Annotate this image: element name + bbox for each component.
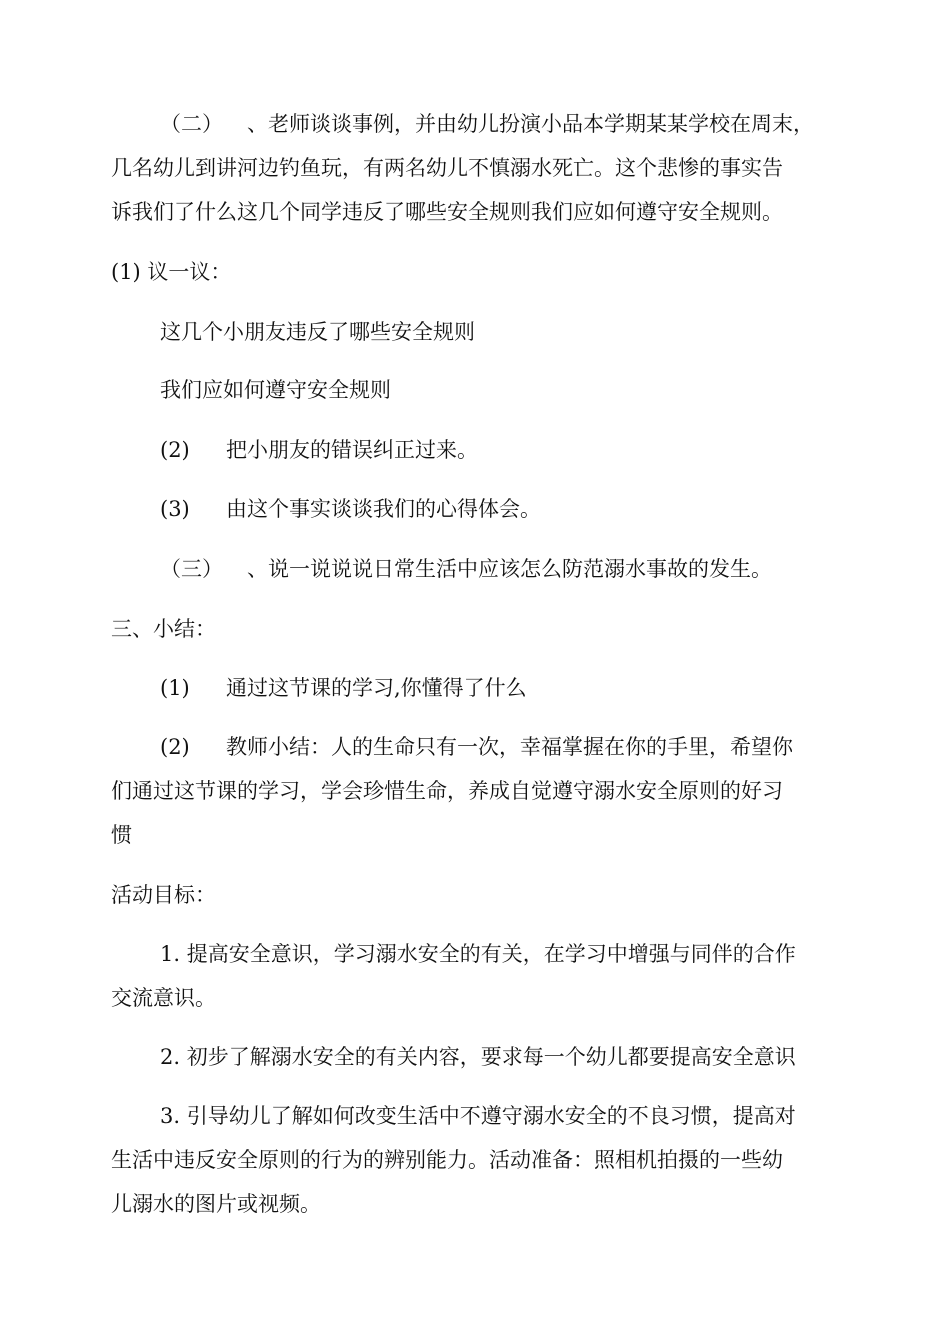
- goal-1-line-2: 交流意识。: [111, 986, 216, 1010]
- section-three-label: （三）: [160, 557, 223, 581]
- goal-3-line-3: 儿溺水的图片或视频。: [111, 1192, 321, 1216]
- goal-3-line-1: 3. 引导幼儿了解如何改变生活中不遵守溺水安全的不良习惯，提高对: [160, 1104, 796, 1128]
- discuss-item-2-text: 把小朋友的错误纠正过来。: [226, 438, 478, 462]
- goal-3-line-2: 生活中违反安全原则的行为的辨别能力。活动准备：照相机拍摄的一些幼: [111, 1148, 783, 1172]
- discuss-question-2: 我们应如何遵守安全规则: [160, 378, 391, 402]
- section-three-text: 、说一说说说日常生活中应该怎么防范溺水事故的发生。: [247, 557, 772, 581]
- section-two-label: （二）: [160, 112, 223, 136]
- section-two-line-1: [160, 112, 900, 136]
- goals-heading: 活动目标：: [111, 883, 216, 907]
- goal-2-line-1: 2. 初步了解溺水安全的有关内容，要求每一个幼儿都要提高安全意识: [160, 1045, 796, 1069]
- summary-item-2-number: (2): [160, 735, 190, 759]
- section-two-line-3: 诉我们了什么这几个同学违反了哪些安全规则我们应如何遵守安全规则。: [111, 200, 783, 224]
- section-three-line: [160, 557, 900, 581]
- summary-item-2-text-1: 教师小结：人的生命只有一次，幸福掌握在你的手里，希望你: [226, 735, 793, 759]
- summary-item-1-text: 通过这节课的学习,你懂得了什么: [226, 676, 527, 700]
- section-two-line-2: 几名幼儿到讲河边钓鱼玩，有两名幼儿不慎溺水死亡。这个悲惨的事实告: [111, 156, 783, 180]
- goal-1-line-1: 1. 提高安全意识，学习溺水安全的有关，在学习中增强与同伴的合作: [160, 942, 796, 966]
- summary-heading: 三、小结：: [111, 617, 216, 641]
- summary-item-2-text-2: 们通过这节课的学习，学会珍惜生命，养成自觉遵守溺水安全原则的好习: [111, 779, 783, 803]
- discuss-question-1: 这几个小朋友违反了哪些安全规则: [160, 320, 475, 344]
- discuss-item-3-text: 由这个事实谈谈我们的心得体会。: [226, 497, 541, 521]
- summary-item-1-number: (1): [160, 676, 190, 700]
- discuss-heading: (1) 议一议：: [111, 260, 232, 284]
- summary-item-2-text-3: 惯: [111, 823, 132, 847]
- discuss-item-3-number: (3): [160, 497, 190, 521]
- discuss-item-2-number: (2): [160, 438, 190, 462]
- section-two-text-1: 、老师谈谈事例，并由幼儿扮演小品本学期某某学校在周末，: [247, 112, 814, 136]
